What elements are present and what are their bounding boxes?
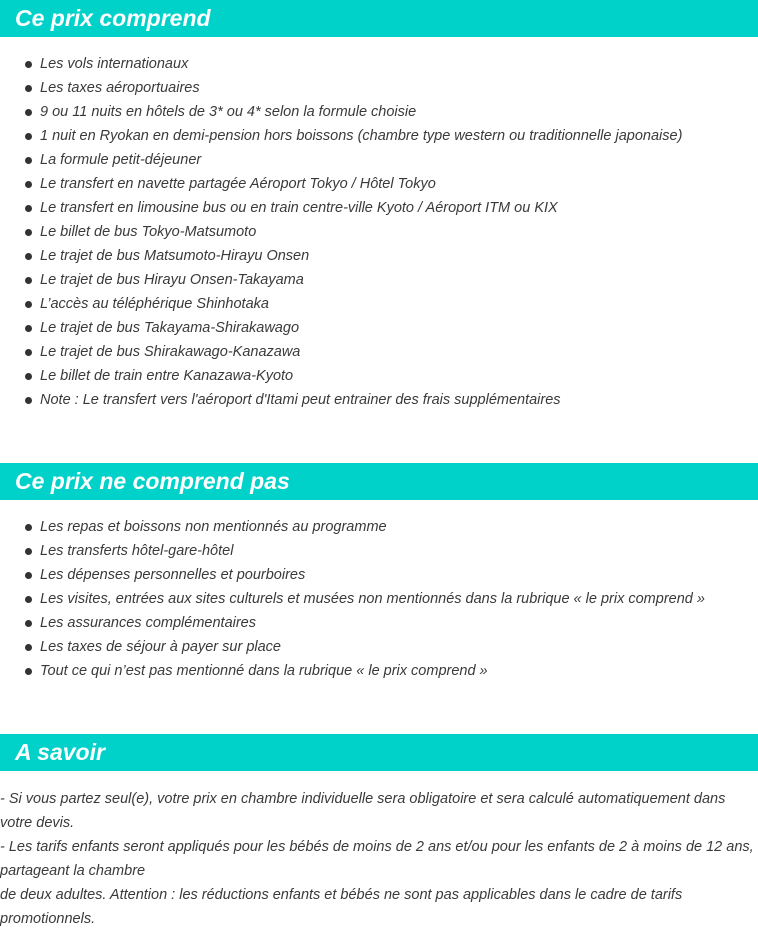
bullet-icon [25,548,32,555]
info-line: de deux adultes. Attention : les réductions enfants et bébés ne sont pas applicables dans le cadre de tarifs promotionnels. [0,887,683,927]
included-list [0,52,758,412]
list-item: Les visites, entrées aux sites culturels et musées non mentionnés dans la rubrique « le prix comprend » [0,587,758,611]
bullet-icon [25,85,32,92]
list-item: Les repas et boissons non mentionnés au programme [0,515,758,539]
bullet-icon [25,205,32,212]
list-item: Les transferts hôtel-gare-hôtel [0,539,758,563]
list-item: Tout ce qui n’est pas mentionné dans la rubrique « le prix comprend » [0,659,758,683]
bullet-icon [25,253,32,260]
bullet-icon [25,229,32,236]
info-line: - Si vous partez seul(e), votre prix en chambre individuelle sera obligatoire et sera calculé automatiquement dans votre devis. [0,791,726,831]
bullet-icon [25,325,32,332]
section-title-included: Ce prix comprend [15,5,211,31]
list-item: Les taxes de séjour à payer sur place [0,635,758,659]
list-item: 9 ou 11 nuits en hôtels de 3* ou 4* selon la formule choisie [0,100,758,124]
bullet-icon [25,133,32,140]
list-item: Les dépenses personnelles et pourboires [0,563,758,587]
bullet-icon [25,524,32,531]
section-title-excluded: Ce prix ne comprend pas [15,468,290,494]
bullet-icon [25,301,32,308]
info-line: - Les tarifs enfants seront appliqués pour les bébés de moins de 2 ans et/ou pour les enfants de 2 à moins de 12 ans, partageant la chambre [0,839,754,879]
bullet-icon [25,620,32,627]
bullet-icon [25,596,32,603]
list-item: Le transfert en navette partagée Aéroport Tokyo / Hôtel Tokyo [0,172,758,196]
bullet-icon [25,181,32,188]
list-item: Le trajet de bus Matsumoto-Hirayu Onsen [0,244,758,268]
bullet-icon [25,572,32,579]
bullet-icon [25,644,32,651]
bullet-icon [25,109,32,116]
bullet-icon [25,373,32,380]
info-text [0,787,758,931]
section-header-info [0,734,758,771]
list-item: Le billet de train entre Kanazawa-Kyoto [0,364,758,388]
excluded-list [0,515,758,683]
list-item: Le billet de bus Tokyo-Matsumoto [0,220,758,244]
list-item: Le transfert en limousine bus ou en train centre-ville Kyoto / Aéroport ITM ou KIX [0,196,758,220]
bullet-icon [25,349,32,356]
list-item: Les taxes aéroportuaires [0,76,758,100]
list-item: 1 nuit en Ryokan en demi-pension hors boissons (chambre type western ou traditionnelle japonaise) [0,124,758,148]
list-item: La formule petit-déjeuner [0,148,758,172]
list-item: Note : Le transfert vers l'aéroport d'Itami peut entrainer des frais supplémentaires [0,388,758,412]
list-item: L’accès au téléphérique Shinhotaka [0,292,758,316]
section-header-excluded [0,463,758,500]
list-item: Le trajet de bus Takayama-Shirakawago [0,316,758,340]
bullet-icon [25,277,32,284]
bullet-icon [25,157,32,164]
list-item: Les assurances complémentaires [0,611,758,635]
list-item: Les vols internationaux [0,52,758,76]
bullet-icon [25,61,32,68]
list-item: Le trajet de bus Shirakawago-Kanazawa [0,340,758,364]
list-item: Le trajet de bus Hirayu Onsen-Takayama [0,268,758,292]
bullet-icon [25,397,32,404]
bullet-icon [25,668,32,675]
section-title-info: A savoir [15,739,105,765]
section-header-included [0,0,758,37]
